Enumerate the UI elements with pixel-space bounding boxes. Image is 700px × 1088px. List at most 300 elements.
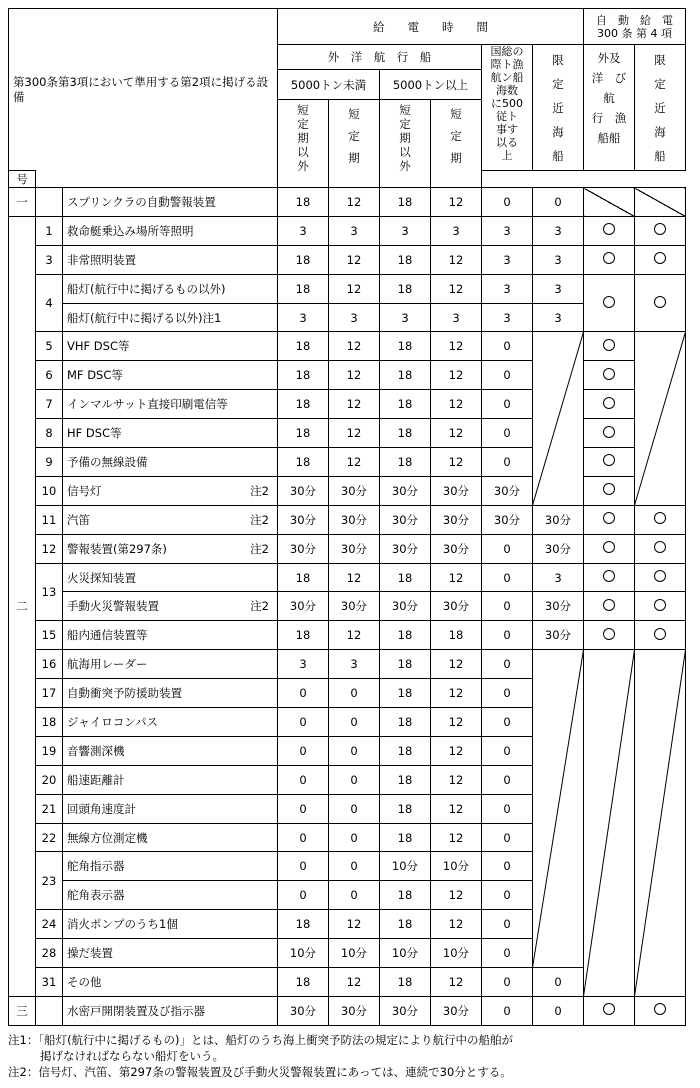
mark-cell	[635, 765, 686, 794]
table-row	[9, 361, 686, 390]
value-cell: 30分	[278, 592, 329, 621]
table-row	[9, 476, 686, 505]
mark-cell	[584, 736, 635, 765]
equipment-name-text: 船内通信装置等	[67, 628, 148, 643]
value-cell: 18	[278, 448, 329, 477]
value-cell: 0	[482, 448, 533, 477]
circle-mark	[654, 570, 666, 582]
table-row	[9, 736, 686, 765]
table-row	[9, 939, 686, 968]
table-row	[9, 245, 686, 274]
value-cell: 18	[278, 621, 329, 650]
value-cell	[533, 881, 584, 910]
value-cell: 0	[482, 910, 533, 939]
value-cell: 18	[380, 419, 431, 448]
item-number: 31	[36, 968, 63, 997]
value-cell: 0	[482, 563, 533, 592]
value-cell: 30分	[482, 476, 533, 505]
mark-cell	[584, 332, 635, 361]
mark-cell	[584, 765, 635, 794]
under5000-header: 5000トン未満	[278, 70, 380, 100]
value-cell: 18	[380, 563, 431, 592]
mark-cell	[635, 245, 686, 274]
equipment-name-text: 汽笛	[67, 512, 90, 527]
value-cell	[533, 679, 584, 708]
circle-mark	[603, 599, 615, 611]
value-cell: 3	[278, 216, 329, 245]
section-cell: 三	[9, 996, 36, 1025]
value-cell: 3	[482, 245, 533, 274]
value-cell: 30分	[431, 476, 482, 505]
value-cell: 0	[482, 823, 533, 852]
over5000-header: 5000トン以上	[380, 70, 482, 100]
equipment-name	[63, 505, 278, 534]
circle-mark	[654, 296, 666, 308]
value-cell: 18	[278, 332, 329, 361]
value-cell: 30分	[380, 505, 431, 534]
table-row	[9, 332, 686, 361]
value-cell: 0	[278, 852, 329, 881]
mark-cell	[584, 679, 635, 708]
value-cell: 3	[329, 650, 380, 679]
mark-cell	[584, 708, 635, 737]
circle-mark	[603, 397, 615, 409]
mark-cell	[635, 708, 686, 737]
circle-mark	[603, 1003, 615, 1015]
value-cell	[533, 765, 584, 794]
table-row	[9, 765, 686, 794]
circle-mark	[654, 512, 666, 524]
value-cell: 12	[329, 910, 380, 939]
item-number	[36, 996, 63, 1025]
value-cell: 0	[482, 361, 533, 390]
value-cell: 3	[482, 216, 533, 245]
circle-mark	[603, 252, 615, 264]
mark-cell	[635, 274, 686, 332]
value-cell: 18	[380, 274, 431, 303]
item-number: 28	[36, 939, 63, 968]
value-cell: 3	[533, 563, 584, 592]
circle-mark	[603, 296, 615, 308]
equipment-name-text: VHF DSC等	[67, 339, 130, 354]
circle-mark	[603, 541, 615, 553]
mark-cell	[584, 939, 635, 968]
mark-cell	[635, 592, 686, 621]
value-cell: 12	[431, 563, 482, 592]
item-number: 11	[36, 505, 63, 534]
value-cell: 3	[533, 245, 584, 274]
table-row	[9, 563, 686, 592]
item-number: 22	[36, 823, 63, 852]
value-cell: 0	[482, 679, 533, 708]
mark-cell	[635, 794, 686, 823]
equipment-name	[63, 390, 278, 419]
equipment-name	[63, 188, 278, 217]
mark-cell	[635, 448, 686, 477]
mark-cell	[635, 968, 686, 997]
item-number: 3	[36, 245, 63, 274]
value-cell: 18	[278, 188, 329, 217]
value-cell: 10分	[431, 939, 482, 968]
value-cell: 30分	[329, 476, 380, 505]
circle-mark	[654, 628, 666, 640]
equipment-name	[63, 476, 278, 505]
value-cell: 12	[431, 736, 482, 765]
value-cell: 12	[431, 968, 482, 997]
value-cell	[533, 448, 584, 477]
section-cell: 一	[9, 188, 36, 217]
value-cell: 18	[278, 245, 329, 274]
note-2: 注2：信号灯、汽笛、第297条の警報装置及び手動火災警報装置にあっては、連続で30分とする。	[8, 1065, 512, 1079]
value-cell: 12	[431, 765, 482, 794]
value-cell: 12	[431, 448, 482, 477]
equipment-name-text: 回頭角速度計	[67, 801, 136, 816]
value-cell: 0	[482, 592, 533, 621]
circle-mark	[603, 454, 615, 466]
table-row	[9, 823, 686, 852]
mark-cell	[584, 476, 635, 505]
equipment-name-text: 非常照明装置	[67, 252, 136, 267]
equipment-name	[63, 534, 278, 563]
circle-mark	[603, 483, 615, 495]
item-number: 21	[36, 794, 63, 823]
equipment-name	[63, 650, 278, 679]
jido-header: 自 動 給 電 300 条 第 4 項	[584, 9, 686, 45]
circle-mark	[654, 541, 666, 553]
value-cell: 0	[482, 852, 533, 881]
table-row	[9, 794, 686, 823]
circle-mark	[603, 223, 615, 235]
mark-cell	[584, 794, 635, 823]
item-number: 6	[36, 361, 63, 390]
value-cell: 12	[431, 390, 482, 419]
value-cell: 30分	[431, 996, 482, 1025]
value-cell: 0	[278, 765, 329, 794]
circle-mark	[603, 368, 615, 380]
value-cell: 30分	[278, 505, 329, 534]
equipment-name-text: 消火ポンプのうち1個	[67, 917, 178, 932]
value-cell: 12	[329, 419, 380, 448]
equipment-name	[63, 910, 278, 939]
mark-cell	[584, 621, 635, 650]
value-cell: 0	[329, 736, 380, 765]
tanki-header-2: 短 定 期	[431, 100, 482, 188]
value-cell: 30分	[278, 996, 329, 1025]
table-row	[9, 621, 686, 650]
value-cell	[533, 736, 584, 765]
table-row	[9, 996, 686, 1025]
value-cell	[533, 794, 584, 823]
value-cell	[533, 361, 584, 390]
equipment-name-text: 操だ装置	[67, 946, 113, 961]
gentei2-header: 限 定 近 海 船	[635, 45, 686, 171]
mark-cell	[635, 534, 686, 563]
value-cell	[533, 390, 584, 419]
equipment-name	[63, 216, 278, 245]
value-cell: 0	[482, 708, 533, 737]
mark-cell	[584, 534, 635, 563]
equipment-name	[63, 361, 278, 390]
value-cell: 10分	[380, 939, 431, 968]
mark-cell	[635, 216, 686, 245]
equipment-name	[63, 563, 278, 592]
item-number: 10	[36, 476, 63, 505]
equipment-name-text: インマルサット直接印刷電信等	[67, 397, 228, 412]
equipment-name	[63, 939, 278, 968]
value-cell: 3	[431, 303, 482, 332]
value-cell: 30分	[431, 534, 482, 563]
mark-cell	[584, 881, 635, 910]
equipment-name-text: 舵角指示器	[67, 859, 125, 874]
value-cell: 18	[380, 621, 431, 650]
value-cell: 0	[533, 968, 584, 997]
value-cell: 0	[329, 708, 380, 737]
value-cell: 30分	[431, 592, 482, 621]
value-cell: 30分	[380, 996, 431, 1025]
mark-cell	[635, 650, 686, 679]
mark-cell	[584, 361, 635, 390]
mark-cell	[635, 852, 686, 881]
note-ref: 注2	[250, 599, 269, 614]
value-cell	[533, 332, 584, 361]
item-number: 15	[36, 621, 63, 650]
value-cell: 18	[380, 823, 431, 852]
mark-cell	[584, 505, 635, 534]
value-cell: 18	[380, 881, 431, 910]
table-row	[9, 881, 686, 910]
value-cell: 3	[482, 274, 533, 303]
value-cell: 30分	[533, 505, 584, 534]
mark-cell	[584, 245, 635, 274]
equipment-name	[63, 592, 278, 621]
value-cell: 0	[329, 823, 380, 852]
value-cell	[533, 939, 584, 968]
value-cell: 0	[482, 419, 533, 448]
mark-cell	[635, 188, 686, 217]
value-cell: 12	[329, 563, 380, 592]
value-cell: 0	[533, 188, 584, 217]
value-cell: 12	[431, 794, 482, 823]
equipment-name-text: スプリンクラの自動警報装置	[67, 194, 216, 209]
mark-cell	[635, 361, 686, 390]
value-cell: 0	[278, 736, 329, 765]
value-cell: 3	[380, 216, 431, 245]
value-cell: 12	[431, 910, 482, 939]
mark-cell	[584, 419, 635, 448]
value-cell: 12	[431, 881, 482, 910]
mark-cell	[635, 505, 686, 534]
equipment-name-text: 手動火災警報装置	[67, 599, 159, 614]
value-cell: 12	[431, 332, 482, 361]
value-cell: 30分	[278, 476, 329, 505]
mark-cell	[635, 679, 686, 708]
mark-cell	[635, 881, 686, 910]
value-cell: 0	[278, 823, 329, 852]
circle-mark	[603, 570, 615, 582]
table-row	[9, 679, 686, 708]
value-cell: 18	[380, 736, 431, 765]
tanki-header: 短 定 期	[329, 100, 380, 188]
value-cell: 10分	[380, 852, 431, 881]
value-cell: 30分	[482, 505, 533, 534]
equipment-name-text: 船灯(航行中に掲げるもの以外)	[67, 281, 226, 296]
circle-mark	[654, 223, 666, 235]
item-number: 24	[36, 910, 63, 939]
value-cell: 3	[329, 216, 380, 245]
item-number: 8	[36, 419, 63, 448]
value-cell	[533, 852, 584, 881]
mark-cell	[635, 476, 686, 505]
tanki-igai-header: 短 定 期 以 外	[278, 100, 329, 188]
equipment-name-text: ジャイロコンパス	[67, 714, 158, 729]
gentei-header: 限 定 近 海 船	[533, 45, 584, 171]
value-cell: 0	[329, 765, 380, 794]
equipment-name-text: 船灯(航行中に掲げる以外)注1	[67, 310, 222, 325]
value-cell: 0	[482, 765, 533, 794]
value-cell	[533, 910, 584, 939]
equipment-name	[63, 968, 278, 997]
note-ref: 注2	[250, 541, 269, 556]
mark-cell	[584, 852, 635, 881]
value-cell: 0	[329, 881, 380, 910]
circle-mark	[603, 628, 615, 640]
value-cell: 30分	[380, 592, 431, 621]
equipment-name-text: 舵角表示器	[67, 888, 125, 903]
table-row	[9, 534, 686, 563]
equipment-name-text: 航海用レーダー	[67, 657, 148, 672]
value-cell: 12	[329, 621, 380, 650]
mark-cell	[584, 188, 635, 217]
equipment-name	[63, 708, 278, 737]
value-cell: 12	[329, 361, 380, 390]
value-cell	[533, 708, 584, 737]
equipment-name	[63, 736, 278, 765]
value-cell: 10分	[278, 939, 329, 968]
item-number: 18	[36, 708, 63, 737]
value-cell: 12	[431, 650, 482, 679]
mark-cell	[584, 823, 635, 852]
equipment-name	[63, 448, 278, 477]
equipment-name	[63, 794, 278, 823]
table-row	[9, 188, 686, 217]
value-cell	[533, 419, 584, 448]
value-cell: 12	[329, 188, 380, 217]
equipment-name-text: 信号灯	[67, 483, 102, 498]
value-cell: 12	[431, 245, 482, 274]
circle-mark	[603, 512, 615, 524]
equipment-name-text: 予備の無線設備	[67, 454, 148, 469]
value-cell: 0	[482, 390, 533, 419]
mark-cell	[635, 390, 686, 419]
mark-cell	[584, 968, 635, 997]
value-cell: 3	[329, 303, 380, 332]
equipment-name	[63, 765, 278, 794]
table-row	[9, 274, 686, 303]
value-cell: 12	[329, 968, 380, 997]
kokusai-header: 国総の 際ト漁 航ン船 海数 に500 従ト 事す 以る 上	[482, 45, 533, 171]
circle-mark	[603, 426, 615, 438]
value-cell: 18	[380, 361, 431, 390]
equipment-name	[63, 274, 278, 303]
value-cell: 0	[482, 736, 533, 765]
equipment-name-text: 無線方位測定機	[67, 830, 148, 845]
mark-cell	[584, 563, 635, 592]
mark-cell	[584, 390, 635, 419]
value-cell: 30分	[533, 621, 584, 650]
value-cell: 0	[482, 996, 533, 1025]
equipment-name	[63, 419, 278, 448]
item-number: 20	[36, 765, 63, 794]
table-row	[9, 448, 686, 477]
table-row	[9, 650, 686, 679]
value-cell: 18	[380, 188, 431, 217]
item-number: 12	[36, 534, 63, 563]
value-cell: 18	[380, 765, 431, 794]
value-cell: 10分	[329, 939, 380, 968]
value-cell: 18	[278, 390, 329, 419]
circle-mark	[654, 599, 666, 611]
item-number: 5	[36, 332, 63, 361]
table-row	[9, 505, 686, 534]
value-cell: 12	[329, 390, 380, 419]
value-cell: 0	[482, 332, 533, 361]
value-cell: 0	[482, 534, 533, 563]
mark-cell	[584, 910, 635, 939]
equipment-name	[63, 852, 278, 881]
equipment-name	[63, 881, 278, 910]
equipment-name-text: 船速距離計	[67, 772, 125, 787]
value-cell: 18	[380, 968, 431, 997]
value-cell: 0	[482, 794, 533, 823]
value-cell: 3	[533, 274, 584, 303]
value-cell	[533, 650, 584, 679]
item-number: 16	[36, 650, 63, 679]
equipment-name-text: 水密戸開閉装置及び指示器	[67, 1003, 205, 1018]
table-row	[9, 419, 686, 448]
equipment-name	[63, 996, 278, 1025]
value-cell: 18	[380, 910, 431, 939]
value-cell: 12	[329, 274, 380, 303]
value-cell: 30分	[329, 505, 380, 534]
value-cell: 18	[278, 910, 329, 939]
table-row	[9, 910, 686, 939]
value-cell: 18	[278, 968, 329, 997]
mark-cell	[584, 274, 635, 332]
table-row	[9, 592, 686, 621]
gaiyo-gyo-header: 外及 洋 び 航 行 漁 船船	[584, 45, 635, 171]
value-cell: 0	[329, 794, 380, 823]
item-number: 13	[36, 563, 63, 621]
equipment-name-text: 救命艇乗込み場所等照明	[67, 223, 194, 238]
value-cell: 18	[380, 679, 431, 708]
note-1b: 掲げなければならない船灯をいう。	[40, 1049, 224, 1063]
value-cell: 30分	[533, 592, 584, 621]
value-cell: 3	[533, 216, 584, 245]
value-cell: 18	[278, 361, 329, 390]
value-cell: 18	[380, 390, 431, 419]
value-cell: 30分	[329, 592, 380, 621]
value-cell: 0	[482, 968, 533, 997]
value-cell: 12	[431, 419, 482, 448]
item-number: 23	[36, 852, 63, 910]
power-supply-table	[8, 8, 686, 1026]
value-cell: 0	[482, 621, 533, 650]
gou-header: 号	[9, 171, 36, 188]
value-cell: 3	[482, 303, 533, 332]
section-cell: 二	[9, 216, 36, 996]
value-cell: 10分	[431, 852, 482, 881]
equipment-name	[63, 679, 278, 708]
